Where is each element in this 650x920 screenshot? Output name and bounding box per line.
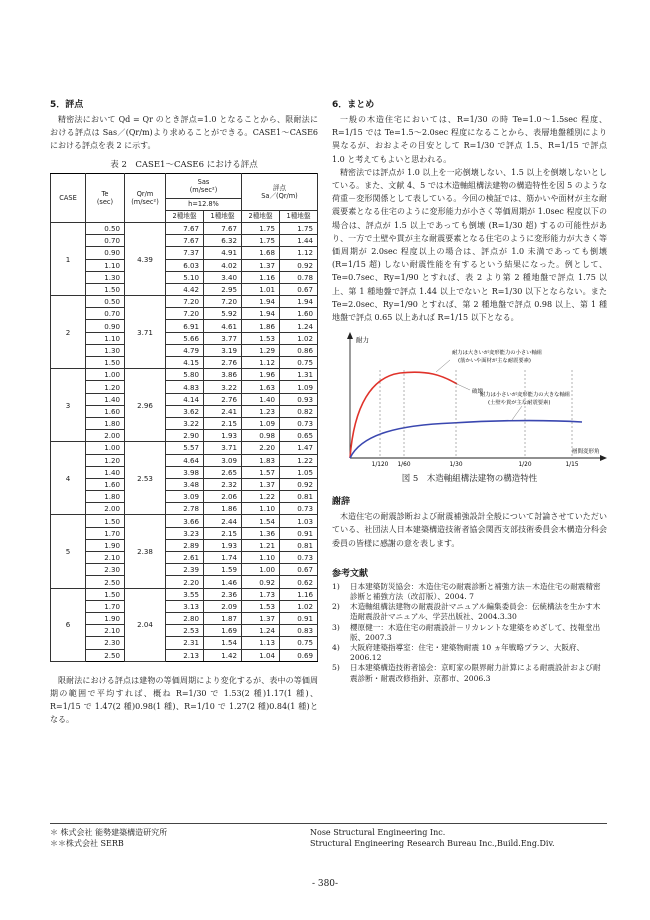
sas-cell: 2.09 (204, 600, 242, 612)
score-cell: 0.83 (280, 625, 318, 637)
sas-cell: 4.14 (166, 393, 204, 405)
fig-xlabel: 層間変形角 (572, 449, 600, 456)
score-cell: 0.91 (280, 527, 318, 539)
figure5-caption: 図 5 木造軸組構法建物の構造特性 (401, 474, 538, 485)
thanks-heading: 謝辞 (332, 497, 351, 508)
score-cell: 0.86 (280, 344, 318, 356)
sas-cell: 2.15 (204, 527, 242, 539)
sas-cell: 2.76 (204, 357, 242, 369)
score-cell: 1.37 (242, 612, 280, 624)
score-cell: 1.02 (280, 332, 318, 344)
reference-number: 4) (332, 643, 340, 653)
sas-cell: 3.13 (166, 600, 204, 612)
score-cell: 0.73 (280, 503, 318, 515)
score-cell: 1.83 (242, 454, 280, 466)
reference-item (332, 602, 607, 622)
score-cell: 1.21 (242, 539, 280, 551)
table2-caption: 表 2 CASE1～CASE6 における評点 (110, 159, 258, 170)
sas-cell: 2.15 (204, 417, 242, 429)
score-cell: 0.92 (280, 478, 318, 490)
case-cell: 3 (51, 369, 86, 442)
sas-cell: 1.69 (204, 625, 242, 637)
score-cell: 2.20 (242, 442, 280, 454)
qr-cell: 3.71 (125, 296, 166, 369)
fig-y-arrow (347, 332, 353, 339)
reference-list (332, 582, 607, 684)
score-cell: 1.29 (242, 344, 280, 356)
te-cell: 2.00 (86, 503, 125, 515)
sub-ground1-sas: 1種地盤 (204, 210, 242, 222)
sas-cell: 2.39 (166, 564, 204, 576)
score-cell: 1.22 (242, 491, 280, 503)
fig-ticks (372, 370, 579, 468)
table-row (51, 576, 318, 588)
reference-item (332, 623, 607, 643)
te-cell: 0.70 (86, 235, 125, 247)
section5-paragraph: 精密法において Qd = Qr のとき評点=1.0 となることから、限耐法における評点は Sas／(Qr/m)より求めることができる。CASE1～CASE6 における評点を表 2 に示す。 (50, 115, 318, 151)
sas-cell: 4.64 (166, 454, 204, 466)
sas-cell: 1.54 (204, 637, 242, 649)
curve2-label: 耐力は小さいが変形能力の大きな軸組 (480, 392, 571, 399)
table-row (51, 552, 318, 564)
sas-cell: 1.87 (204, 612, 242, 624)
fig-tick-label: 1/120 (371, 462, 389, 469)
score-cell: 1.53 (242, 332, 280, 344)
score-cell: 1.22 (280, 454, 318, 466)
score-cell: 1.40 (242, 393, 280, 405)
qr-cell: 2.96 (125, 369, 166, 442)
sas-cell: 1.59 (204, 564, 242, 576)
te-cell: 0.90 (86, 247, 125, 259)
score-cell: 1.05 (280, 466, 318, 478)
reference-text: 日本建築防災協会：木造住宅の耐震診断と補強方法－木造住宅の耐震精密診断と補強方法（改訂版）、2004. 7 (350, 581, 601, 602)
right-column (332, 97, 607, 684)
sas-cell: 3.55 (166, 588, 204, 600)
sas-cell: 6.03 (166, 259, 204, 271)
te-cell: 1.40 (86, 393, 125, 405)
score-cell: 1.36 (242, 527, 280, 539)
score-cell: 0.98 (242, 430, 280, 442)
te-cell: 1.80 (86, 491, 125, 503)
table2 (50, 173, 318, 662)
table-row (51, 649, 318, 661)
qr-cell: 2.53 (125, 442, 166, 515)
te-cell: 2.00 (86, 430, 125, 442)
sas-cell: 3.98 (166, 466, 204, 478)
te-cell: 2.30 (86, 564, 125, 576)
score-cell: 0.69 (280, 649, 318, 661)
table-row (51, 344, 318, 356)
te-cell: 0.90 (86, 320, 125, 332)
sas-cell: 4.15 (166, 357, 204, 369)
table-row (51, 405, 318, 417)
score-cell: 0.92 (280, 259, 318, 271)
score-cell: 1.10 (242, 552, 280, 564)
curve2-sub: (土壁や貫が主な耐震要素) (488, 400, 551, 407)
te-cell: 1.90 (86, 612, 125, 624)
score-cell: 1.54 (242, 515, 280, 527)
te-cell: 1.60 (86, 478, 125, 490)
score-cell: 1.02 (280, 600, 318, 612)
score-cell: 1.57 (242, 466, 280, 478)
table-row (51, 235, 318, 247)
sas-cell: 5.10 (166, 271, 204, 283)
score-cell: 1.75 (280, 222, 318, 234)
affiliation-footer (50, 823, 607, 849)
reference-number: 5) (332, 663, 340, 673)
table-row (51, 454, 318, 466)
score-cell: 1.37 (242, 259, 280, 271)
te-cell: 0.50 (86, 296, 125, 308)
table-row (51, 491, 318, 503)
te-cell: 1.00 (86, 369, 125, 381)
curve1-break: 破壊 (472, 389, 484, 396)
sas-cell: 5.66 (166, 332, 204, 344)
fig-tick-label: 1/15 (565, 462, 579, 469)
table-row (51, 320, 318, 332)
score-cell: 1.24 (242, 625, 280, 637)
te-cell: 2.10 (86, 625, 125, 637)
score-cell: 0.81 (280, 491, 318, 503)
te-cell: 1.70 (86, 527, 125, 539)
table2-body (51, 222, 318, 661)
table-row (51, 478, 318, 490)
te-cell: 2.10 (86, 552, 125, 564)
sas-cell: 5.80 (166, 369, 204, 381)
te-cell: 2.50 (86, 649, 125, 661)
col-qr: Qr/m (m/sec²) (125, 173, 166, 222)
fig-ylabel: 耐力 (356, 336, 369, 345)
sas-cell: 2.65 (204, 466, 242, 478)
te-cell: 1.70 (86, 600, 125, 612)
score-cell: 0.78 (280, 271, 318, 283)
score-cell: 0.73 (280, 552, 318, 564)
sas-cell: 7.67 (166, 235, 204, 247)
sas-cell: 3.09 (166, 491, 204, 503)
table-row (51, 369, 318, 381)
score-cell: 0.62 (280, 576, 318, 588)
score-cell: 1.00 (242, 564, 280, 576)
table-row (51, 381, 318, 393)
refs-heading: 参考文献 (332, 568, 369, 579)
table-row (51, 637, 318, 649)
score-cell: 1.16 (242, 271, 280, 283)
te-cell: 1.50 (86, 357, 125, 369)
curve1-label: 耐力は大きいが変形能力の小さい軸組 (452, 350, 543, 357)
section5-after-table: 限耐法における評点は建物の等価周期により変化するが、表中の等価周期の範囲で平均すれば、概ね R=1/30 で 1.53(2 種)1.17(1 種)、R=1/15 で 1.47(2 種)0.98(1 種)、R=1/10 で 1.27(2 種)0.84(1 種)となる。 (50, 675, 318, 725)
reference-text: 木造軸組構法建物の耐震設計マニュアル編集委員会：伝統構法を生かす木造耐震設計マニュアル、学芸出版社、2004.3.30 (350, 602, 601, 622)
sas-cell: 6.32 (204, 235, 242, 247)
score-cell: 1.04 (242, 649, 280, 661)
sas-cell: 4.83 (166, 381, 204, 393)
sas-cell: 2.95 (204, 283, 242, 295)
sas-cell: 2.20 (166, 576, 204, 588)
col-score: 評点 Sa／(Qr/m) (242, 173, 318, 210)
case-cell: 2 (51, 296, 86, 369)
score-cell: 0.65 (280, 430, 318, 442)
sas-cell: 1.42 (204, 649, 242, 661)
sas-cell: 5.57 (166, 442, 204, 454)
sas-cell: 6.91 (166, 320, 204, 332)
reference-item (332, 582, 607, 602)
score-cell: 0.82 (280, 405, 318, 417)
section6-heading: 6．まとめ (332, 100, 375, 110)
score-cell: 1.03 (280, 515, 318, 527)
score-cell: 1.13 (242, 637, 280, 649)
table-row (51, 539, 318, 551)
sas-cell: 4.42 (166, 283, 204, 295)
affil-1-en: Nose Structural Engineering Inc. (310, 828, 446, 837)
score-cell: 0.81 (280, 539, 318, 551)
sas-cell: 2.44 (204, 515, 242, 527)
score-cell: 1.24 (280, 320, 318, 332)
case-cell: 1 (51, 222, 86, 295)
score-cell: 1.68 (242, 247, 280, 259)
score-cell: 0.67 (280, 564, 318, 576)
score-cell: 0.92 (242, 576, 280, 588)
curve-high-ductility (350, 421, 582, 458)
sas-cell: 3.23 (166, 527, 204, 539)
table-row (51, 247, 318, 259)
table-row (51, 357, 318, 369)
case-cell: 6 (51, 588, 86, 661)
score-cell: 0.93 (280, 393, 318, 405)
te-cell: 1.90 (86, 539, 125, 551)
sas-cell: 4.61 (204, 320, 242, 332)
score-cell: 0.67 (280, 283, 318, 295)
sas-cell: 2.41 (204, 405, 242, 417)
te-cell: 1.10 (86, 332, 125, 344)
score-cell: 0.75 (280, 357, 318, 369)
te-cell: 2.50 (86, 576, 125, 588)
qr-cell: 2.04 (125, 588, 166, 661)
qr-cell: 2.38 (125, 515, 166, 588)
score-cell: 1.23 (242, 405, 280, 417)
sas-cell: 2.80 (166, 612, 204, 624)
reference-number: 1) (332, 581, 340, 591)
sas-cell: 2.13 (166, 649, 204, 661)
te-cell: 1.40 (86, 466, 125, 478)
sas-cell: 2.78 (166, 503, 204, 515)
sas-cell: 7.67 (166, 222, 204, 234)
sas-cell: 4.91 (204, 247, 242, 259)
te-cell: 2.30 (86, 637, 125, 649)
sas-cell: 3.22 (166, 417, 204, 429)
fig-tick-label: 1/20 (518, 462, 532, 469)
figure5 (332, 330, 607, 468)
table-row (51, 625, 318, 637)
te-cell: 1.00 (86, 442, 125, 454)
score-cell: 0.73 (280, 417, 318, 429)
table-row (51, 564, 318, 576)
sas-cell: 2.06 (204, 491, 242, 503)
table-row (51, 308, 318, 320)
table-row (51, 222, 318, 234)
col-case: CASE (51, 173, 86, 222)
reference-number: 2) (332, 602, 340, 612)
te-cell: 1.20 (86, 454, 125, 466)
table-row (51, 600, 318, 612)
sas-cell: 7.67 (204, 222, 242, 234)
te-cell: 1.10 (86, 259, 125, 271)
sas-cell: 7.20 (166, 296, 204, 308)
reference-item (332, 643, 607, 663)
score-cell: 1.94 (280, 296, 318, 308)
sas-cell: 1.86 (204, 503, 242, 515)
fig-tick-label: 1/30 (449, 462, 463, 469)
te-cell: 1.50 (86, 283, 125, 295)
score-cell: 1.16 (280, 588, 318, 600)
fig-tick-label: 1/60 (397, 462, 411, 469)
te-cell: 1.60 (86, 405, 125, 417)
sas-cell: 3.40 (204, 271, 242, 283)
sub-ground2-sas: 2種地盤 (166, 210, 204, 222)
score-cell: 1.12 (242, 357, 280, 369)
sub-ground2-score: 2種地盤 (242, 210, 280, 222)
sas-cell: 2.76 (204, 393, 242, 405)
table-row (51, 515, 318, 527)
left-column (50, 97, 318, 727)
sas-cell: 3.77 (204, 332, 242, 344)
col-te: Te (sec) (86, 173, 125, 222)
sas-cell: 2.36 (204, 588, 242, 600)
sas-cell: 4.79 (166, 344, 204, 356)
score-cell: 0.91 (280, 612, 318, 624)
table-row (51, 442, 318, 454)
score-cell: 1.73 (242, 588, 280, 600)
te-cell: 0.50 (86, 222, 125, 234)
sas-cell: 3.66 (166, 515, 204, 527)
affil-2-jp: ＊＊株式会社 SERB (50, 839, 124, 848)
sas-cell: 3.71 (204, 442, 242, 454)
reference-text: 日本建築構造技術者協会：京町家の限界耐力計算による耐震設計および耐震診断・耐震改修指針、京都市、2006.3 (350, 663, 601, 683)
score-cell: 1.37 (242, 478, 280, 490)
te-cell: 1.20 (86, 381, 125, 393)
sas-cell: 2.53 (166, 625, 204, 637)
table-row (51, 283, 318, 295)
score-cell: 1.60 (280, 308, 318, 320)
section6-p2: 精密法では評点が 1.0 以上を一応倒壊しない、1.5 以上を倒壊しないとしている。また、文献 4、5 では木造軸組構法建物の構造特性を図 5 のような荷重－変形関係として表している。今回の検証では、筋かいや面材が主な耐震要素となる住宅のように変形能力が小さく等価周期が 1.0sec 程度以下の場合は、評点が 1.5 以上であっても倒壊 (R=1/30 超) するの可能性があり、一方で土壁や貫が主な耐震要素となる住宅のように変形能力が大きく等価周期が 2.0sec 程度以上の場合は、評点が 1.0 未満であっても倒壊 (R=1/15 超) しない耐震性能を有するという結果になった。例として、Te=0.7sec、Ry=1/90 とすれば、表 2 より第 2 種地盤で評点 1.75 以上、第 1 種地盤で評点 1.44 以上でないと R=1/30 以下とならない。また Te=2.0sec、Ry=1/90 とすれば、第 2 種地盤で評点 0.98 以上、第 1 種地盤で評点 0.65 以上あれば R=1/15 以下となる。 (332, 167, 607, 323)
score-cell: 1.09 (242, 417, 280, 429)
curve-low-ductility (350, 372, 457, 458)
te-cell: 1.50 (86, 515, 125, 527)
sas-cell: 1.46 (204, 576, 242, 588)
sas-cell: 7.20 (166, 308, 204, 320)
score-cell: 1.63 (242, 381, 280, 393)
te-cell: 1.80 (86, 417, 125, 429)
table-row (51, 612, 318, 624)
score-cell: 1.94 (242, 296, 280, 308)
score-cell: 1.96 (242, 369, 280, 381)
case-cell: 5 (51, 515, 86, 588)
sas-cell: 3.86 (204, 369, 242, 381)
table-row (51, 417, 318, 429)
sas-cell: 7.20 (204, 296, 242, 308)
score-cell: 1.12 (280, 247, 318, 259)
score-cell: 1.44 (280, 235, 318, 247)
score-cell: 1.47 (280, 442, 318, 454)
sas-cell: 2.32 (204, 478, 242, 490)
table-row (51, 296, 318, 308)
table-row (51, 503, 318, 515)
qr-cell: 4.39 (125, 222, 166, 295)
table-row (51, 271, 318, 283)
table-row (51, 430, 318, 442)
table-row (51, 588, 318, 600)
sas-cell: 3.48 (166, 478, 204, 490)
sub-ground1-score: 1種地盤 (280, 210, 318, 222)
affil-1-jp: ＊ 株式会社 能勢建築構造研究所 (50, 828, 168, 837)
score-cell: 1.53 (242, 600, 280, 612)
table-row (51, 527, 318, 539)
sas-cell: 4.02 (204, 259, 242, 271)
table-row (51, 332, 318, 344)
reference-text: 櫻原健一：木造住宅の耐震設計－リカレントな建築をめざして、技報堂出版、2007.3 (350, 622, 601, 642)
score-cell: 1.31 (280, 369, 318, 381)
page-number: - 380- (311, 879, 339, 889)
score-cell: 1.94 (242, 308, 280, 320)
table-row (51, 393, 318, 405)
sas-cell: 5.92 (204, 308, 242, 320)
section5-heading: 5．評点 (50, 100, 84, 110)
affil-2-en: Structural Engineering Research Bureau Inc.,Build.Eng.Div. (310, 839, 555, 848)
reference-item (332, 663, 607, 683)
sas-cell: 2.90 (166, 430, 204, 442)
score-cell: 1.75 (242, 222, 280, 234)
fig-x-arrow (600, 455, 607, 461)
reference-number: 3) (332, 622, 340, 632)
sas-cell: 3.09 (204, 454, 242, 466)
te-cell: 0.70 (86, 308, 125, 320)
sas-cell: 1.93 (204, 539, 242, 551)
sas-cell: 3.19 (204, 344, 242, 356)
table-row (51, 466, 318, 478)
sas-cell: 2.31 (166, 637, 204, 649)
te-cell: 1.30 (86, 344, 125, 356)
col-h: h=12.8% (166, 198, 242, 210)
curve1-sub: (筋かいや面材が主な耐震要素) (458, 358, 531, 365)
sas-cell: 1.74 (204, 552, 242, 564)
score-cell: 1.10 (242, 503, 280, 515)
score-cell: 1.75 (242, 235, 280, 247)
col-sas: Sas (m/sec²) (166, 173, 242, 198)
thanks-text: 木造住宅の耐震診断および耐震補強設計全般について討論させていただいている、社団法人日本建築構造技術者協会関西支部技術委員会木構造分科会委員の皆様に感謝の意を表します。 (332, 512, 607, 548)
sas-cell: 7.37 (166, 247, 204, 259)
sas-cell: 3.62 (166, 405, 204, 417)
sas-cell: 2.89 (166, 539, 204, 551)
te-cell: 1.30 (86, 271, 125, 283)
sas-cell: 1.93 (204, 430, 242, 442)
te-cell: 1.50 (86, 588, 125, 600)
reference-text: 大阪府建築指導室：住宅・建築物耐震 10 ヵ年戦略プラン、大阪府、2006.12 (350, 643, 585, 663)
score-cell: 1.09 (280, 381, 318, 393)
case-cell: 4 (51, 442, 86, 515)
section6-p1: 一般の木造住宅においては、R=1/30 の時 Te=1.0～1.5sec 程度、R=1/15 では Te=1.5～2.0sec 程度になることから、表層地盤種別により異なるが、おおよその目安として R=1/30 で評点 1.5、R=1/15 で評点 1.0 と考えてもよいと思われる。 (332, 115, 607, 164)
score-cell: 1.86 (242, 320, 280, 332)
sas-cell: 2.61 (166, 552, 204, 564)
score-cell: 0.75 (280, 637, 318, 649)
sas-cell: 3.22 (204, 381, 242, 393)
table-row (51, 259, 318, 271)
score-cell: 1.01 (242, 283, 280, 295)
